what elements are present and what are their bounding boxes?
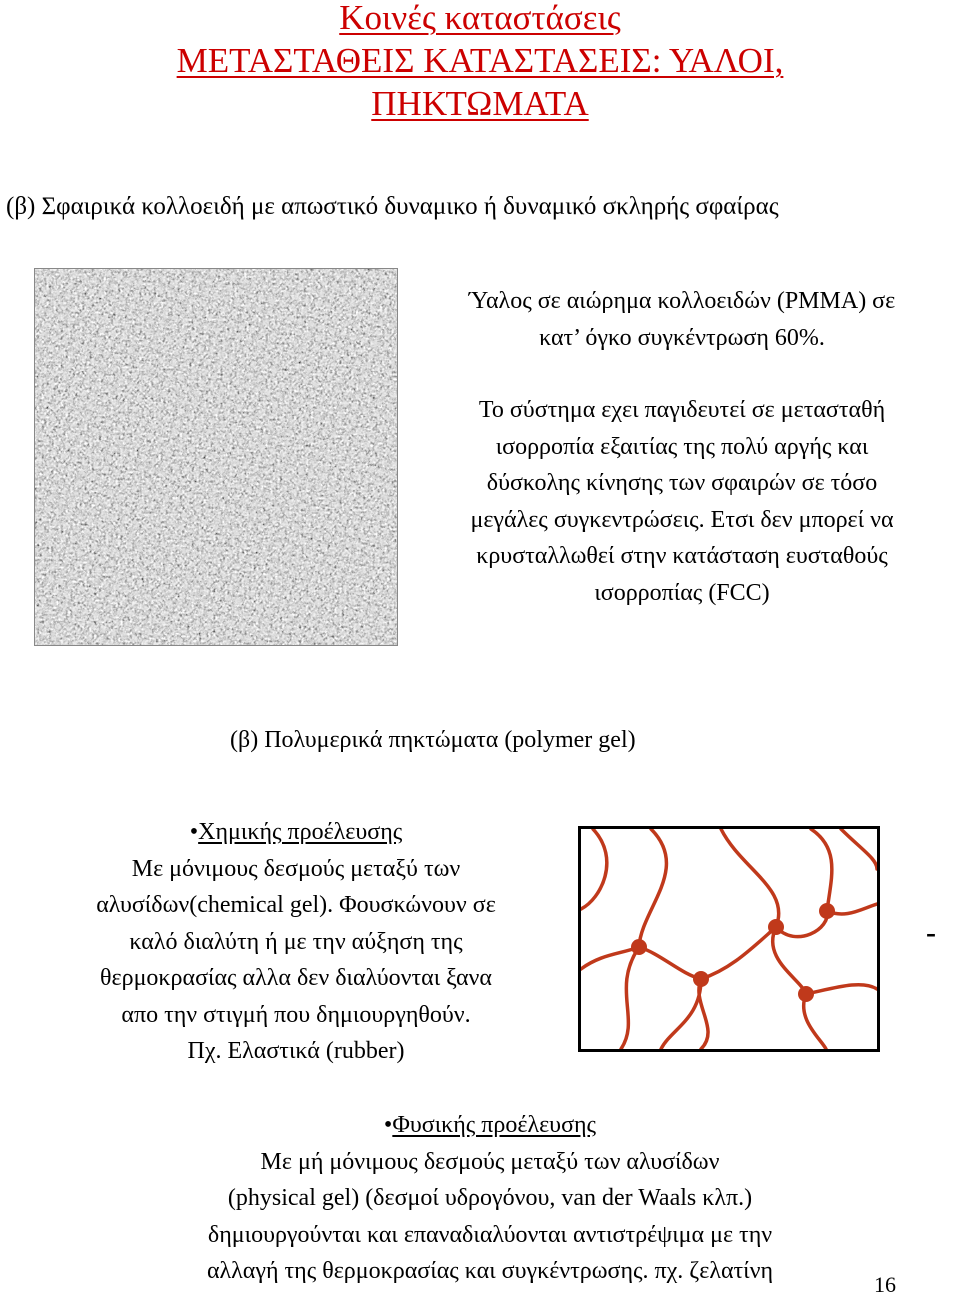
glass-explanation-line: ισορροπία εξαιτίας της πολύ αργής και bbox=[495, 433, 869, 460]
chemical-gel-heading: Χημικής προέλευσης bbox=[198, 819, 403, 845]
physical-gel-heading-row bbox=[100, 1107, 880, 1144]
chemical-gel-line: απο την στιγμή που δημιουργηθούν. bbox=[121, 1001, 471, 1028]
page-title-line-3: ΠΗΚΤΩΜΑΤΑ bbox=[371, 84, 589, 123]
page-number: 16 bbox=[874, 1272, 896, 1297]
glass-explanation-line: ισορροπίας (FCC) bbox=[594, 579, 770, 606]
polymer-network-diagram bbox=[578, 826, 880, 1052]
physical-gel-heading: Φυσικής προέλευσης bbox=[392, 1112, 597, 1138]
crosslink-node bbox=[798, 986, 814, 1002]
glass-explanation-line: κρυσταλλωθεί στην κατάσταση ευσταθούς bbox=[476, 543, 888, 569]
page-title-line-2: ΜΕΤΑΣΤΑΘΕΙΣ ΚΑΤΑΣΤΑΣΕΙΣ: ΥΑΛΟΙ, bbox=[176, 41, 784, 80]
chemical-gel-block bbox=[26, 814, 566, 1070]
colloid-glass-micrograph bbox=[34, 268, 398, 646]
glass-explanation-line: Το σύστημα εχει παγιδευτεί σε μετασταθή bbox=[478, 397, 886, 423]
section-heading-colloids: (β) Σφαιρικά κολλοειδή με απωστικό δυναμικο ή δυναμικό σκληρής σφαίρας bbox=[6, 193, 779, 220]
chemical-gel-line: Με μόνιμους δεσμούς μεταξύ των bbox=[131, 855, 461, 882]
bullet: • bbox=[189, 819, 199, 845]
crosslink-nodes bbox=[631, 903, 835, 1002]
glass-description bbox=[404, 283, 960, 611]
chemical-gel-line: αλυσίδων(chemical gel). Φουσκώνουν σε bbox=[96, 892, 496, 918]
page-title-line-1: Κοινές καταστάσεις bbox=[339, 0, 621, 37]
chemical-gel-line: θερμοκρασίας αλλα δεν διαλύονται ξανα bbox=[100, 965, 492, 991]
spacer bbox=[404, 356, 960, 392]
glass-caption-line: κατ’ όγκο συγκέντρωση 60%. bbox=[539, 324, 825, 351]
dash-mark: - bbox=[926, 916, 936, 949]
physical-gel-line: δημιουργούνται και επαναδιαλύονται αντιστρέψιμα με την bbox=[207, 1221, 773, 1248]
glass-caption-line: Ύαλος σε αιώρημα κολλοειδών (PMMA) σε bbox=[468, 288, 896, 314]
bullet: • bbox=[383, 1112, 393, 1138]
glass-explanation-line: μεγάλες συγκεντρώσεις. Ετσι δεν μπορεί να bbox=[470, 506, 894, 533]
chemical-gel-heading-row bbox=[26, 814, 566, 851]
crosslink-node bbox=[631, 939, 647, 955]
glass-explanation-line: δύσκολης κίνησης των σφαιρών σε τόσο bbox=[486, 470, 878, 496]
physical-gel-line: (physical gel) (δεσμοί υδρογόνου, van der Waals κλπ.) bbox=[227, 1185, 753, 1211]
crosslink-node bbox=[693, 971, 709, 987]
chemical-gel-line: καλό διαλύτη ή με την αύξηση της bbox=[129, 928, 463, 955]
physical-gel-line: αλλαγή της θερμοκρασίας και συγκέντρωσης. πχ. ζελατίνη bbox=[206, 1258, 774, 1284]
section-heading-polymer-gels: (β) Πολυμερικά πηκτώματα (polymer gel) bbox=[230, 727, 636, 753]
physical-gel-block bbox=[100, 1107, 880, 1290]
chemical-gel-line: Πχ. Ελαστικά (rubber) bbox=[187, 1038, 405, 1064]
crosslink-node bbox=[819, 903, 835, 919]
crosslink-node bbox=[768, 919, 784, 935]
physical-gel-line: Με μή μόνιμους δεσμούς μεταξύ των αλυσίδων bbox=[260, 1148, 720, 1175]
